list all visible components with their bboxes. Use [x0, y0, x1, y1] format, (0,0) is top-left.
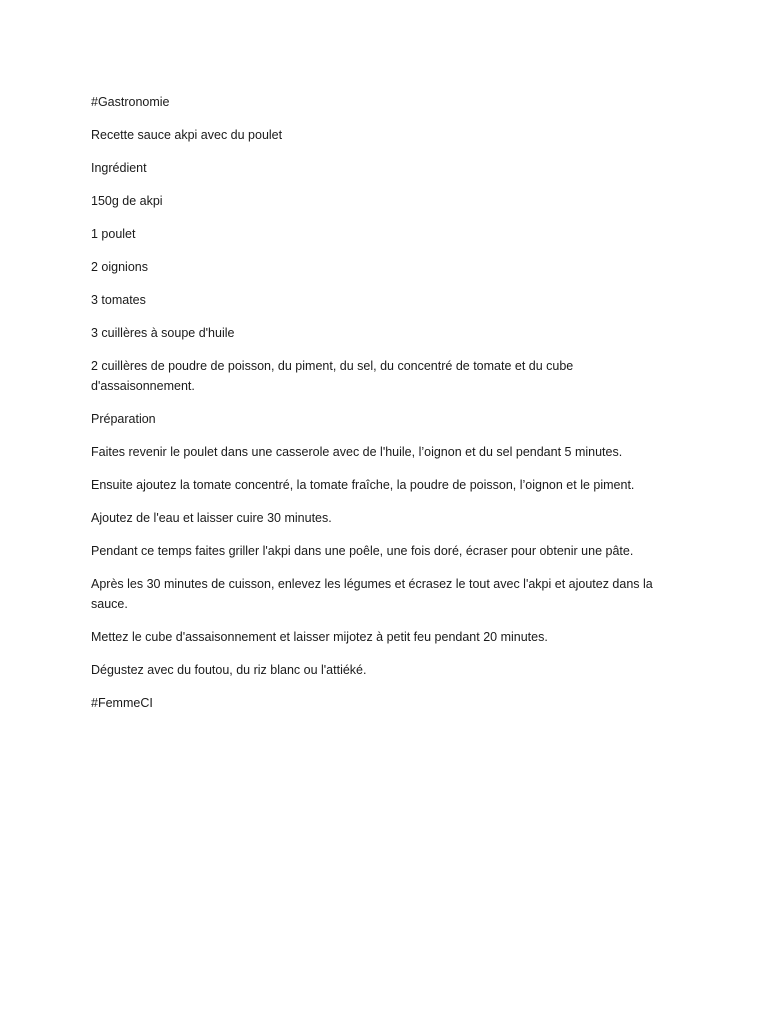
preparation-step: Pendant ce temps faites griller l'akpi dans une poêle, une fois doré, écraser pour obtenir une pâte.	[91, 544, 634, 558]
ingredient-item: 1 poulet	[91, 227, 136, 241]
ingredients-heading: Ingrédient	[91, 161, 147, 175]
document-body	[91, 92, 666, 726]
preparation-step: Mettez le cube d'assaisonnement et laisser mijotez à petit feu pendant 20 minutes.	[91, 630, 548, 644]
preparation-step: Ensuite ajoutez la tomate concentré, la tomate fraîche, la poudre de poisson, l’oignon et le piment.	[91, 478, 635, 492]
preparation-step: Faites revenir le poulet dans une casserole avec de l'huile, l’oignon et du sel pendant 5 minutes.	[91, 445, 623, 459]
preparation-heading: Préparation	[91, 412, 156, 426]
ingredient-item: 150g de akpi	[91, 194, 163, 208]
ingredient-item: 3 cuillères à soupe d'huile	[91, 326, 235, 340]
preparation-step: Ajoutez de l'eau et laisser cuire 30 minutes.	[91, 511, 332, 525]
ingredient-item: 3 tomates	[91, 293, 146, 307]
serving-suggestion: Dégustez avec du foutou, du riz blanc ou l'attiéké.	[91, 663, 367, 677]
recipe-title: Recette sauce akpi avec du poulet	[91, 128, 283, 142]
ingredient-item: 2 oignions	[91, 260, 148, 274]
hashtag-femmeci: #FemmeCI	[91, 696, 153, 710]
preparation-step: Après les 30 minutes de cuisson, enlevez les légumes et écrasez le tout avec l'akpi et ajoutez dans la sauce.	[91, 577, 653, 611]
ingredient-item: 2 cuillères de poudre de poisson, du piment, du sel, du concentré de tomate et du cube d'assaisonnement.	[91, 359, 574, 393]
hashtag-gastronomie: #Gastronomie	[91, 95, 170, 109]
